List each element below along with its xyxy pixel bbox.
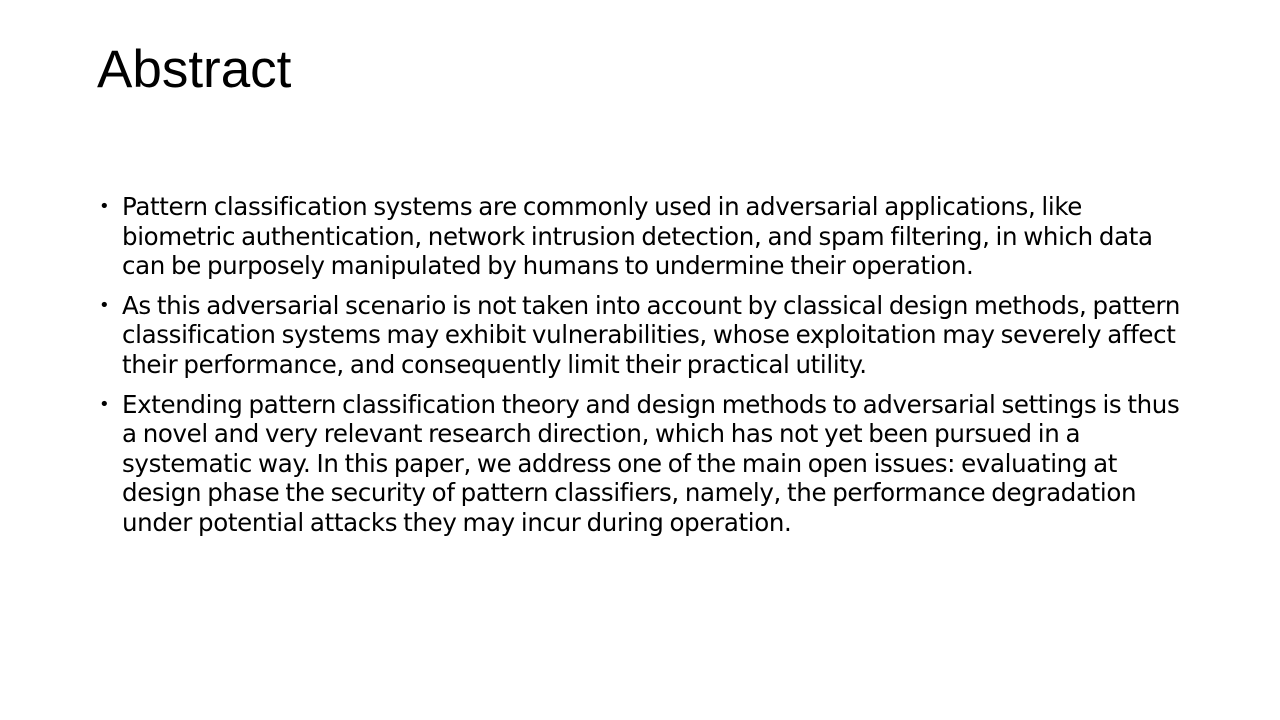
bullet-item: [96, 390, 1196, 538]
bullet-text: As this adversarial scenario is not taken into account by classical design methods, pattern classification systems may exhibit vulnerabilities, whose exploitation may severely affect their performance, and consequently limit their practical utility.: [122, 290, 1181, 379]
bullet-item: [96, 192, 1196, 281]
bullet-item: [96, 291, 1196, 380]
bullet-list: [96, 192, 1196, 548]
bullet-dot-icon: •: [99, 393, 110, 415]
bullet-dot-icon: •: [99, 294, 110, 316]
slide-title: Abstract: [97, 40, 292, 99]
bullet-text: Pattern classification systems are commonly used in adversarial applications, like biometric authentication, network intrusion detection, and spam filtering, in which data can be purposely manipulated by humans to undermine their operation.: [122, 192, 1153, 281]
bullet-text: Extending pattern classification theory and design methods to adversarial settings is thus a novel and very relevant research direction, which has not yet been pursued in a systematic way. In this paper, we address one of the main open issues: evaluating at design phase the security of pattern classifiers, namely, the performance degradation under potential attacks they may incur during operation.: [122, 389, 1180, 537]
bullet-dot-icon: •: [99, 196, 110, 217]
